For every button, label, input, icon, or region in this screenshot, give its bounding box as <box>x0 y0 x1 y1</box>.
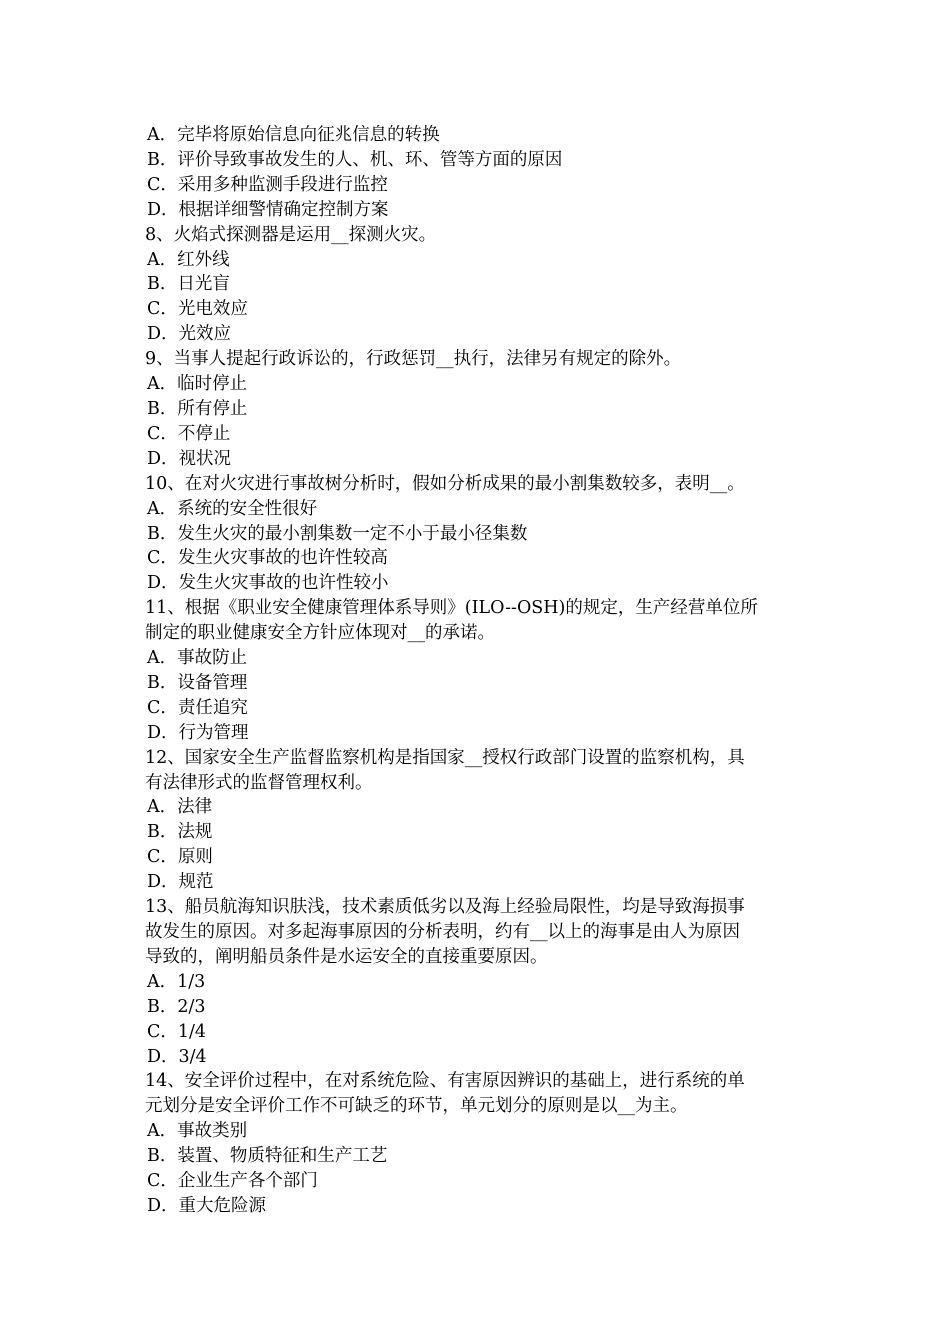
question-text-line: 有法律形式的监督管理权利。 <box>145 772 373 793</box>
answer-option: C．光电效应 <box>147 299 248 320</box>
answer-option: D．根据详细警情确定控制方案 <box>147 199 389 220</box>
document-body <box>145 123 810 1219</box>
question-text-line: 11、根据《职业安全健康管理体系导则》(ILO--OSH)的规定，生产经营单位所 <box>145 598 758 619</box>
answer-option: A．临时停止 <box>147 374 248 395</box>
answer-option: C．企业生产各个部门 <box>147 1171 318 1192</box>
answer-option: B．评价导致事故发生的人、机、环、管等方面的原因 <box>147 149 563 170</box>
answer-option: D．规范 <box>147 872 214 893</box>
answer-option: D．行为管理 <box>147 722 249 743</box>
answer-option: D．发生火灾事故的也许性较小 <box>147 573 389 594</box>
question-text-line: 10、在对火灾进行事故树分析时，假如分析成果的最小割集数较多，表明__。 <box>145 473 745 494</box>
answer-option: C．原则 <box>147 847 213 868</box>
answer-option: A．事故防止 <box>147 648 248 669</box>
answer-option: C．发生火灾事故的也许性较高 <box>147 548 388 569</box>
answer-option: B．所有停止 <box>147 398 248 419</box>
answer-option: C．不停止 <box>147 423 231 444</box>
answer-option: A．系统的安全性很好 <box>147 498 318 519</box>
answer-option: A．红外线 <box>147 249 230 270</box>
answer-option: B．设备管理 <box>147 672 248 693</box>
answer-option: B．发生火灾的最小割集数一定不小于最小径集数 <box>147 523 528 544</box>
question-text-line: 13、船员航海知识肤浅，技术素质低劣以及海上经验局限性，均是导致海损事 <box>145 897 745 918</box>
answer-option: A．法律 <box>147 797 213 818</box>
answer-option: A．完毕将原始信息向征兆信息的转换 <box>147 125 440 145</box>
answer-option: B．装置、物质特征和生产工艺 <box>147 1146 388 1167</box>
answer-option: D．重大危险源 <box>147 1195 267 1216</box>
answer-option: D．光效应 <box>147 324 232 345</box>
answer-option: C．责任追究 <box>147 697 248 718</box>
question-text-line: 故发生的原因。对多起海事原因的分析表明，约有__以上的海事是由人为原因 <box>145 922 740 942</box>
question-text-line: 9、当事人提起行政诉讼的，行政惩罚__执行，法律另有规定的除外。 <box>145 349 682 370</box>
question-text-line: 制定的职业健康安全方针应体现对__的承诺。 <box>145 623 495 644</box>
answer-option: D．3/4 <box>147 1046 207 1067</box>
answer-option: C．1/4 <box>147 1021 207 1042</box>
answer-option: B．法规 <box>147 822 213 843</box>
question-text-line: 14、安全评价过程中，在对系统危险、有害原因辨识的基础上，进行系统的单 <box>145 1071 745 1092</box>
question-text-line: 8、火焰式探测器是运用__探测火灾。 <box>145 224 437 245</box>
answer-option: C．采用多种监测手段进行监控 <box>147 174 388 195</box>
answer-option: A．事故类别 <box>147 1121 248 1142</box>
question-text-line: 元划分是安全评价工作不可缺乏的环节，单元划分的原则是以__为主。 <box>145 1096 688 1117</box>
answer-option: A．1/3 <box>147 971 206 992</box>
answer-option: B．日光盲 <box>147 274 230 295</box>
answer-option: D．视状况 <box>147 448 232 469</box>
question-text-line: 12、国家安全生产监督监察机构是指国家__授权行政部门设置的监察机构，具 <box>145 747 745 768</box>
question-text-line: 导致的，阐明船员条件是水运安全的直接重要原因。 <box>145 946 548 967</box>
answer-option: B．2/3 <box>147 996 206 1017</box>
